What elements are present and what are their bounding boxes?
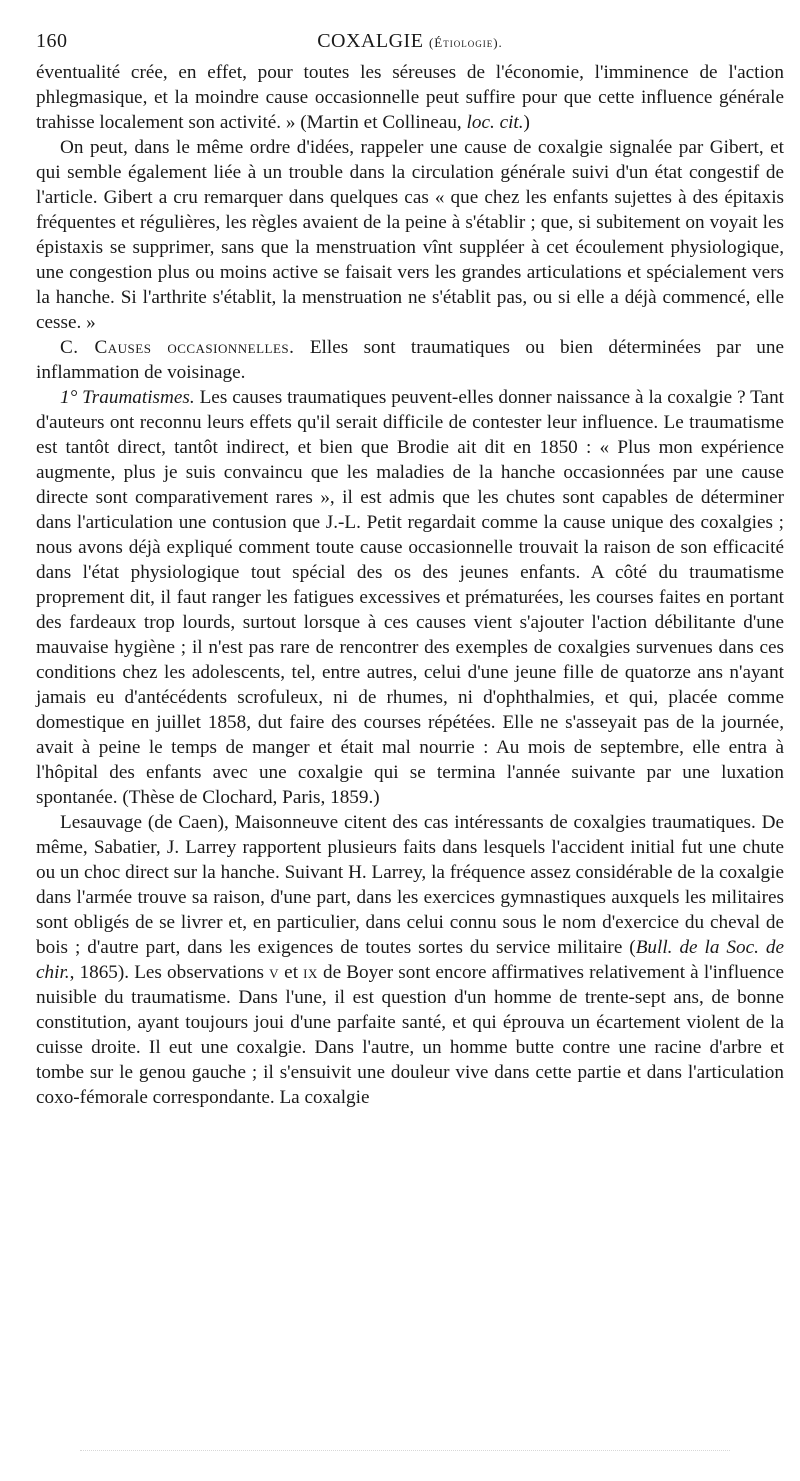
paragraph-1-end: ) [523,112,530,133]
observation-numeral-ix: ix [303,962,318,983]
citation-bull-soc-chir: Bull. de la Soc. de chir. [36,937,785,983]
running-title [96,30,784,53]
subheading-traumatismes: 1° Traumatismes. [60,387,195,408]
body-text [36,60,784,1110]
paragraph-3 [36,335,784,385]
paragraph-5-text-b: , 1865). Les observations [69,962,270,983]
scan-noise [80,1440,730,1451]
paragraph-5 [36,810,784,1110]
page-number: 160 [36,30,68,52]
book-page [36,30,784,1110]
paragraph-5-text-a: Lesauvage (de Caen), Maisonneuve citent des cas intéressants de coxalgies traumatiques. De même, Sabatier, J. Larrey rapportent plusieurs faits dans lesquels l'accident initial fut une chute ou un choc direct sur la hanche. Suivant H. Larrey, la fréquence assez considérable de la coxalgie dans l'armée trouve sa raison, d'une part, dans les exercices gymnastiques auxquels les militaires sont obligés de se livrer et, en particulier, dans celui connu sous le nom d'exercice du cheval de bois ; d'autre part, dans les exigences de toutes sortes du service militaire ( [36,812,784,958]
paragraph-5-text-d: de Boyer sont encore affirmatives relativement à l'influence nuisible du traumatisme. Dans l'une, il est question d'un homme de trente-sept ans, de bonne constitution, ayant toujours joui d'une parfaite santé, et qui éprouva un écartement violent de la cuisse droite. Il eut une coxalgie. Dans l'autre, un homme butte contre une racine d'arbre et tombe sur le genou gauche ; il s'ensuivit une douleur vive dans cette partie et dans l'articulation coxo-fémorale correspondante. La coxalgie [36,962,784,1108]
paragraph-1 [36,60,784,135]
paragraph-2-text: On peut, dans le même ordre d'idées, rappeler une cause de coxalgie signalée par Gibert, et qui semble également liée à un trouble dans la circulation générale suivi d'un état congestif de l'article. Gibert a cru remarquer dans quelques cas « que chez les enfants sujettes à des épitaxis fréquentes et régulières, les règles avaient de la peine à s'établir ; que, si subitement on voyait les épistaxis se supprimer, sans que la menstruation vînt suppléer à cet écoulement physiologique, une congestion plus ou moins active se faisait vers les grandes articulations et spécialement vers la hanche. Si l'arthrite s'établit, la menstruation ne s'établit pas, ou si elle a déjà commencé, elle cesse. » [36,137,784,333]
citation-loc-cit: loc. cit. [466,112,524,133]
paragraph-1-text: éventualité crée, en effet, pour toutes les séreuses de l'économie, l'imminence de l'action phlegmasique, et la moindre cause occasionnelle peut suffire pour que cette influence générale trahisse localement son activité. » (Martin et Collineau, [36,62,784,133]
running-header [36,30,784,60]
section-heading-causes-occasionnelles: C. Causes occasionnelles. [60,337,295,358]
observation-numeral-v: v [269,962,280,983]
paragraph-5-text-c: et [279,962,304,983]
paragraph-2 [36,135,784,335]
running-title-suffix: (Étiologie). [428,35,503,50]
paragraph-4-text: Les causes traumatiques peuvent-elles donner naissance à la coxalgie ? Tant d'auteurs ont reconnu leurs effets qu'il serait difficile de contester leur influence. Le traumatisme est tantôt direct, tantôt indirect, et bien que Brodie ait dit en 1850 : « Plus mon expérience augmente, plus je suis convaincu que les maladies de la hanche occasionnées par une cause directe sont comparativement rares », il est admis que les chutes sont capables de déterminer dans l'articulation une contusion que J.-L. Petit regardait comme la cause unique des coxalgies ; nous avons déjà expliqué comment toute cause occasionnelle trouvait la raison de son efficacité dans l'état physiologique tout spécial des os des jeunes enfants. A côté du traumatisme proprement dit, il faut ranger les fatigues excessives et prématurées, les courses faites en portant des fardeaux trop lourds, surtout lorsque à ces causes vient s'ajouter l'action débilitante d'une mauvaise hygiène ; il n'est pas rare de rencontrer des exemples de coxalgies survenues dans ces conditions chez les adolescents, tel, entre autres, celui d'une jeune fille de quatorze ans n'ayant jamais eu d'antécédents scrofuleux, ni de rhumes, ni d'ophthalmies, et qui, placée comme domestique en juillet 1858, dut faire des courses répétées. Elle ne s'asseyait pas de la journée, avait à peine le temps de manger et était mal nourrie : Au mois de septembre, elle entra à l'hôpital des enfants avec une coxalgie qui se termina l'année suivante par une luxation spontanée. (Thèse de Clochard, Paris, 1859.) [36,387,785,808]
running-title-main: COXALGIE [317,30,424,52]
paragraph-4 [36,385,784,810]
paragraph-3-text: Elles sont traumatiques ou bien déterminées par une inflammation de voisinage. [36,337,785,383]
